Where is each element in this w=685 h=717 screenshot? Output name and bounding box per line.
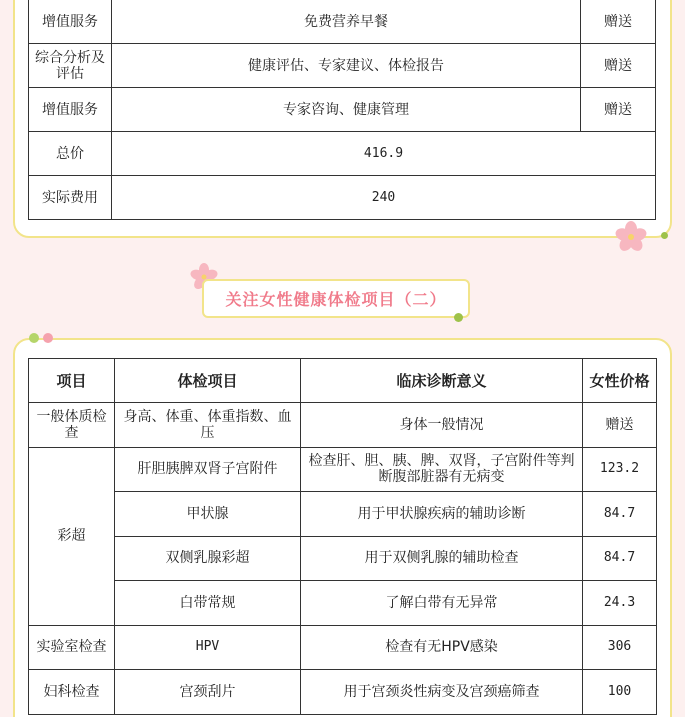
header-category: 项目 bbox=[29, 359, 115, 403]
content-cell: 免费营养早餐 bbox=[112, 0, 581, 44]
category-cell: 一般体质检查 bbox=[29, 403, 115, 448]
item-cell: 甲状腺 bbox=[115, 492, 301, 537]
meaning-cell: 用于宫颈炎性病变及宫颈癌筛查 bbox=[301, 670, 583, 715]
item-cell: 宫颈刮片 bbox=[115, 670, 301, 715]
content-cell: 专家咨询、健康管理 bbox=[112, 88, 581, 132]
decor-dot bbox=[43, 333, 53, 343]
item-cell: 双侧乳腺彩超 bbox=[115, 536, 301, 581]
decor-dot bbox=[454, 313, 463, 322]
category-cell: 妇科检查 bbox=[29, 670, 115, 715]
checkup-items-table bbox=[28, 358, 657, 715]
total-row bbox=[29, 132, 656, 176]
meaning-cell: 身体一般情况 bbox=[301, 403, 583, 448]
actual-cost-value: 240 bbox=[112, 176, 656, 220]
decor-dot bbox=[29, 333, 39, 343]
price-cell: 赠送 bbox=[581, 0, 656, 44]
table-row bbox=[29, 88, 656, 132]
meaning-cell: 用于双侧乳腺的辅助检查 bbox=[301, 536, 583, 581]
actual-cost-label: 实际费用 bbox=[29, 176, 112, 220]
header-item: 体检项目 bbox=[115, 359, 301, 403]
price-cell: 赠送 bbox=[581, 44, 656, 88]
header-price: 女性价格 bbox=[583, 359, 657, 403]
item-cell: 白带常规 bbox=[115, 581, 301, 626]
table-row bbox=[29, 625, 657, 670]
section-title: 关注女性健康体检项目（二） bbox=[202, 279, 470, 318]
top-price-table bbox=[28, 0, 656, 220]
meaning-cell: 用于甲状腺疾病的辅助诊断 bbox=[301, 492, 583, 537]
table-row bbox=[29, 0, 656, 44]
total-value: 416.9 bbox=[112, 132, 656, 176]
item-cell: 肝胆胰脾双肾子宫附件 bbox=[115, 447, 301, 492]
table-row bbox=[29, 492, 657, 537]
table-header-row bbox=[29, 359, 657, 403]
item-cell: HPV bbox=[115, 625, 301, 670]
category-cell: 增值服务 bbox=[29, 88, 112, 132]
table-row bbox=[29, 581, 657, 626]
category-cell: 综合分析及评估 bbox=[29, 44, 112, 88]
price-cell: 24.3 bbox=[583, 581, 657, 626]
price-cell: 84.7 bbox=[583, 492, 657, 537]
price-cell: 123.2 bbox=[583, 447, 657, 492]
price-cell: 84.7 bbox=[583, 536, 657, 581]
decor-dot bbox=[661, 232, 668, 239]
price-cell: 100 bbox=[583, 670, 657, 715]
actual-cost-row bbox=[29, 176, 656, 220]
total-label: 总价 bbox=[29, 132, 112, 176]
table-row bbox=[29, 670, 657, 715]
price-cell: 306 bbox=[583, 625, 657, 670]
table-row bbox=[29, 447, 657, 492]
category-cell: 增值服务 bbox=[29, 0, 112, 44]
category-cell: 实验室检查 bbox=[29, 625, 115, 670]
category-cell: 彩超 bbox=[29, 447, 115, 625]
price-cell: 赠送 bbox=[583, 403, 657, 448]
flower-icon bbox=[614, 220, 648, 254]
content-cell: 健康评估、专家建议、体检报告 bbox=[112, 44, 581, 88]
item-cell: 身高、体重、体重指数、血压 bbox=[115, 403, 301, 448]
price-cell: 赠送 bbox=[581, 88, 656, 132]
meaning-cell: 了解白带有无异常 bbox=[301, 581, 583, 626]
table-row bbox=[29, 44, 656, 88]
meaning-cell: 检查有无HPV感染 bbox=[301, 625, 583, 670]
table-row bbox=[29, 403, 657, 448]
meaning-cell: 检查肝、胆、胰、脾、双肾，子宫附件等判断腹部脏器有无病变 bbox=[301, 447, 583, 492]
header-meaning: 临床诊断意义 bbox=[301, 359, 583, 403]
table-row bbox=[29, 536, 657, 581]
